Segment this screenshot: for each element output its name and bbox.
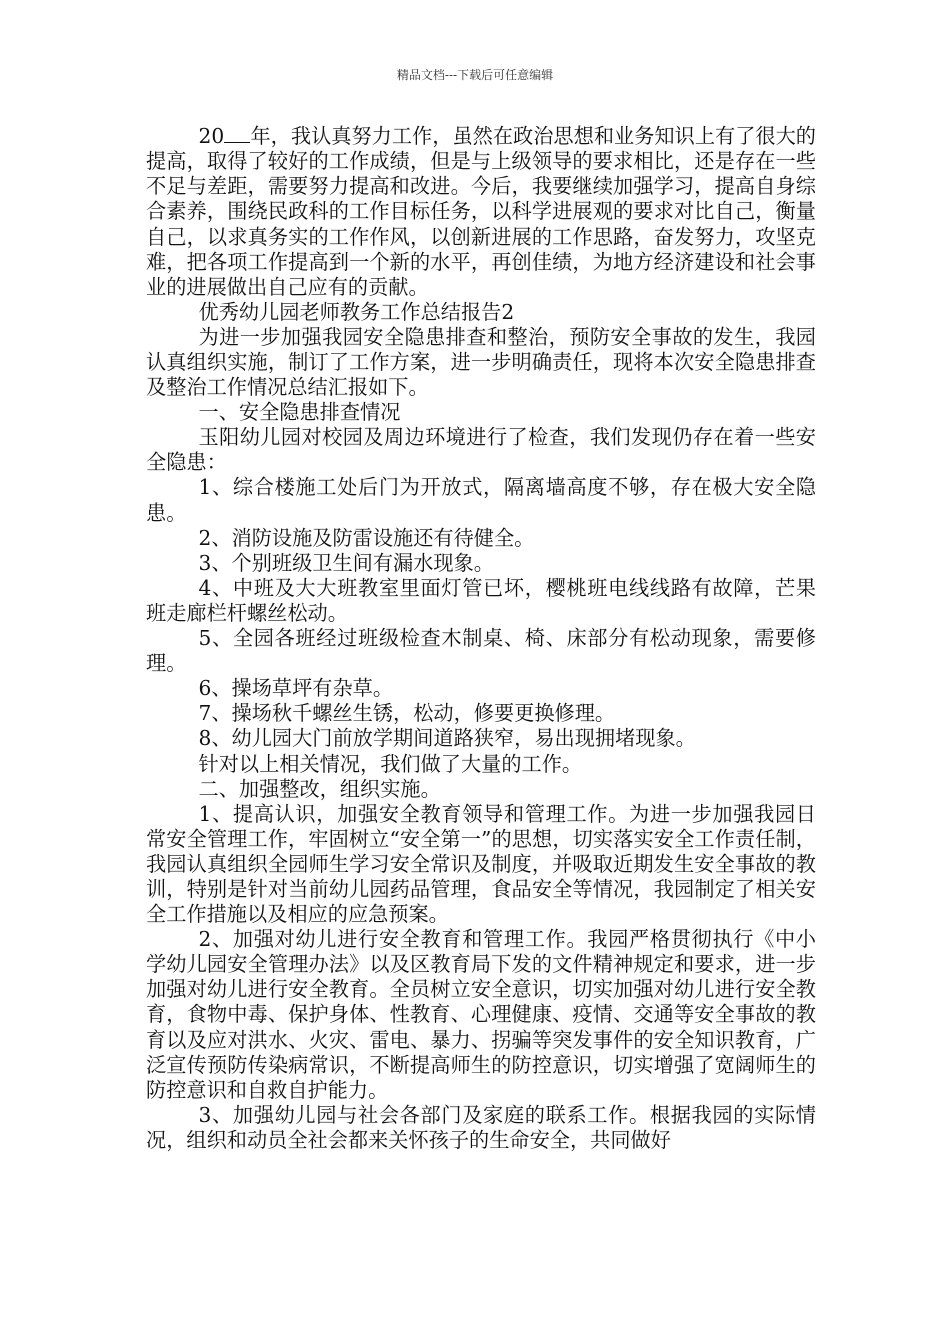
year-blank xyxy=(224,124,250,143)
section-heading: 二、加强整改，组织实施。 xyxy=(198,776,441,801)
list-item: 5、全园各班经过班级检查木制桌、椅、床部分有松动现象，需要修理。 xyxy=(146,626,816,676)
list-item: 3、个别班级卫生间有漏水现象。 xyxy=(198,550,494,575)
list-item: 2、加强对幼儿进行安全教育和管理工作。我园严格贯彻执行《中小学幼儿园安全管理办法》以及区教育局下发的文件精神规定和要求，进一步加强对幼儿进行安全教育。全员树立安全意识，切实加强对幼儿进行安全教育，食物中毒、保护身体、性教育、心理健康、疫情、交通等安全事故的教育以及应对洪水、火灾、雷电、暴力、拐骗等突发事件的安全知识教育，广泛宣传预防传染病常识，不断提高师生的防控意识，切实增强了宽阔师生的防控意识和自救自护能力。 xyxy=(146,927,816,1102)
list-item: 4、中班及大大班教室里面灯管已坏，樱桃班电线线路有故障，芒果班走廊栏杆螺丝松动。 xyxy=(146,575,816,625)
year-prefix: 20 xyxy=(198,124,225,149)
list-item: 6、操场草坪有杂草。 xyxy=(198,676,394,701)
paragraph: 针对以上相关情况，我们做了大量的工作。 xyxy=(198,751,583,776)
paragraph: 玉阳幼儿园对校园及周边环境进行了检查，我们发现仍存在着一些安全隐患： xyxy=(146,425,816,475)
list-item: 1、综合楼施工处后门为开放式，隔离墙高度不够，存在极大安全隐患。 xyxy=(146,475,816,525)
list-item: 7、操场秋千螺丝生锈，松动，修要更换修理。 xyxy=(198,701,616,726)
page-header: 精品文档---下载后可任意编辑 xyxy=(396,68,554,82)
intro-paragraph xyxy=(146,124,816,300)
list-item: 1、提高认识，加强安全教育领导和管理工作。为进一步加强我园日常安全管理工作，牢固树立“安全第一”的思想，切实落实安全工作责任制，我园认真组织全园师生学习安全常识及制度，并吸取近期发生安全事故的教训，特别是针对当前幼儿园药品管理，食品安全等情况，我园制定了相关安全工作措施以及相应的应急预案。 xyxy=(146,801,816,927)
intro-text: 年，我认真努力工作，虽然在政治思想和业务知识上有了很大的提高，取得了较好的工作成绩，但是与上级领导的要求相比，还是存在一些不足与差距，需要努力提高和改进。今后，我要继续加强学习，提高自身综合素养，围绕民政科的工作目标任务，以科学进展观的要求对比自己，衡量自己，以求真务实的工作作风，以创新进展的工作思路，奋发努力，攻坚克难，把各项工作提高到一个新的水平，再创佳绩，为地方经济建设和社会事业的进展做出自己应有的贡献。 xyxy=(146,124,816,299)
document-body xyxy=(146,124,816,1153)
list-item: 3、加强幼儿园与社会各部门及家庭的联系工作。根据我园的实际情况，组织和动员全社会都来关怀孩子的生命安全，共同做好 xyxy=(146,1102,816,1152)
section-heading: 一、安全隐患排查情况 xyxy=(198,400,401,425)
list-item: 2、消防设施及防雷设施还有待健全。 xyxy=(198,525,535,550)
report-title: 优秀幼儿园老师教务工作总结报告2 xyxy=(198,299,515,324)
list-item: 8、幼儿园大门前放学期间道路狭窄，易出现拥堵现象。 xyxy=(198,726,696,751)
paragraph: 为进一步加强我园安全隐患排查和整治，预防安全事故的发生，我园认真组织实施，制订了工作方案，进一步明确责任，现将本次安全隐患排查及整治工作情况总结汇报如下。 xyxy=(146,324,816,400)
